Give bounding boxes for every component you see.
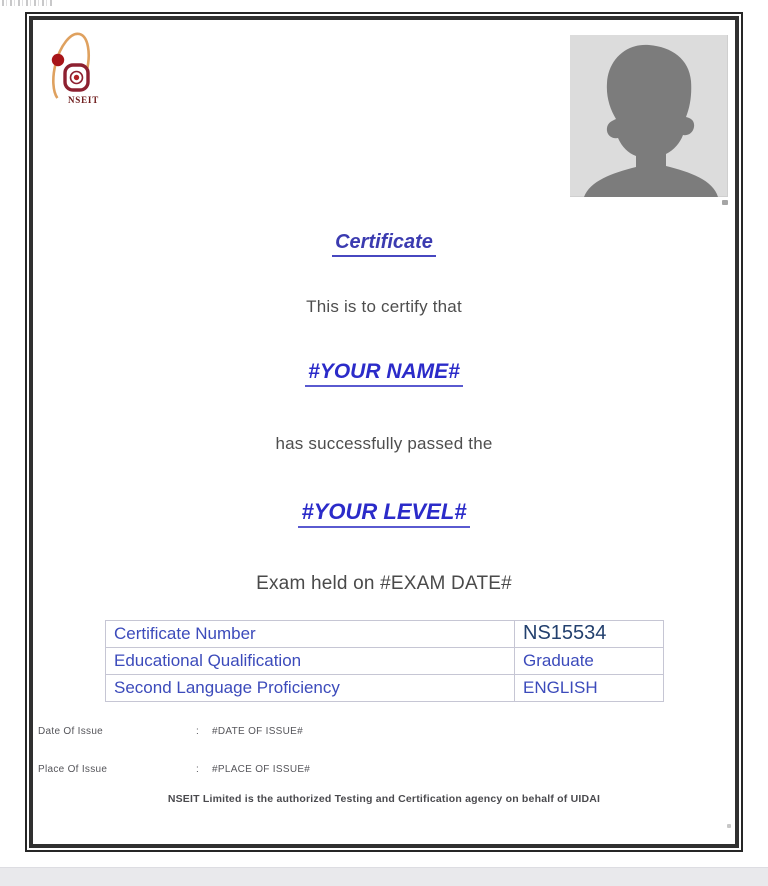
authorization-footer-text: NSEIT Limited is the authorized Testing and Certification agency on behalf of UIDAI	[167, 793, 601, 805]
place-of-issue-label: Place Of Issue	[38, 764, 108, 775]
table-row	[106, 648, 664, 675]
table-row	[106, 675, 664, 702]
certify-text: This is to certify that	[306, 297, 462, 316]
name-placeholder: #YOUR NAME#	[305, 360, 463, 387]
table-value-educational-qualification: Graduate	[515, 648, 664, 675]
table-value-second-language: ENGLISH	[515, 675, 664, 702]
date-of-issue-value: #DATE OF ISSUE#	[212, 726, 304, 737]
passed-text: has successfully passed the	[275, 434, 493, 453]
place-of-issue-separator: :	[196, 764, 199, 775]
photo-placeholder	[570, 35, 728, 197]
certificate-title-row	[0, 231, 768, 257]
bottom-gray-strip	[0, 867, 768, 886]
place-of-issue-row	[0, 764, 768, 778]
date-of-issue-label: Date Of Issue	[38, 726, 104, 737]
photo-corner-mark	[722, 200, 728, 205]
level-placeholder: #YOUR LEVEL#	[298, 499, 469, 528]
nseit-logo-graphic	[45, 31, 123, 115]
place-of-issue-value: #PLACE OF ISSUE#	[212, 764, 311, 775]
nseit-logo-icon	[45, 31, 123, 115]
table-row	[106, 621, 664, 648]
level-placeholder-row	[0, 499, 768, 528]
certificate-details-table	[105, 620, 664, 702]
table-value-certificate-number: NS15534	[515, 621, 664, 648]
exam-date-text: Exam held on #EXAM DATE#	[256, 573, 512, 594]
table-label-educational-qualification: Educational Qualification	[106, 648, 515, 675]
nseit-logo-text: NSEIT	[68, 95, 100, 105]
date-of-issue-separator: :	[196, 726, 199, 737]
certificate-title: Certificate	[332, 231, 436, 257]
name-placeholder-row	[0, 360, 768, 387]
inner-corner-mark	[727, 824, 731, 828]
table-label-second-language: Second Language Proficiency	[106, 675, 515, 702]
table-label-certificate-number: Certificate Number	[106, 621, 515, 648]
person-silhouette-icon	[570, 35, 728, 197]
cut-off-text-fragment	[2, 0, 54, 6]
date-of-issue-row	[0, 726, 768, 740]
